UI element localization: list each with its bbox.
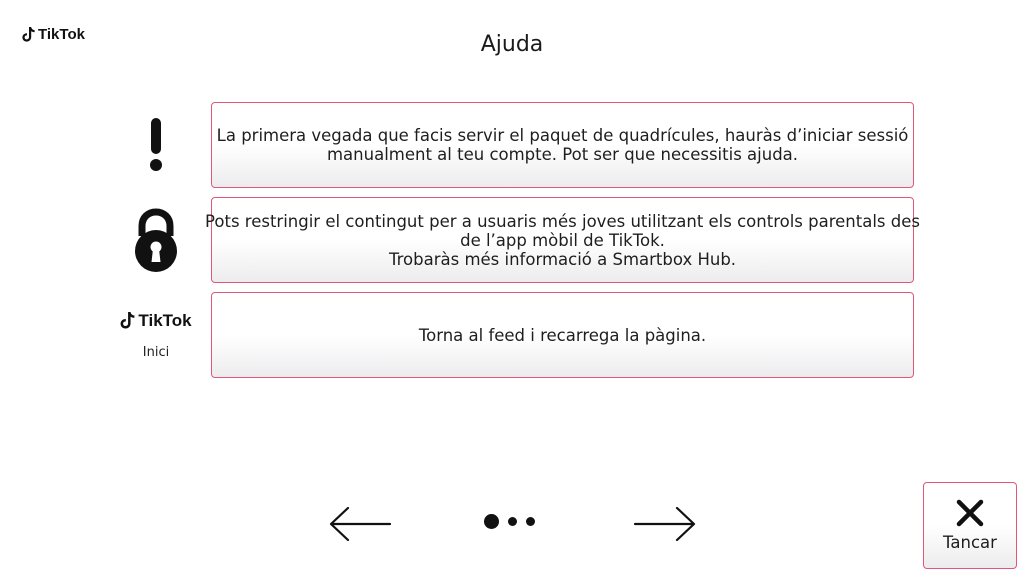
help-card-line: Pots restringir el contingut per a usuaris més joves utilitzant els controls parentals des <box>205 211 920 231</box>
tiktok-note-icon <box>120 312 135 329</box>
arrow-right-icon[interactable] <box>633 505 697 543</box>
page-dot <box>508 517 517 526</box>
home-label: Inici <box>142 344 170 360</box>
padlock-icon <box>133 208 179 272</box>
tiktok-logo-icon <box>120 311 191 331</box>
close-button[interactable] <box>923 482 1017 569</box>
help-card-parental-controls <box>205 197 920 283</box>
help-card-line: Torna al feed i recarrega la pàgina. <box>418 325 707 345</box>
row-icon-container <box>100 292 212 378</box>
tiktok-logo-text: TikTok <box>38 26 85 43</box>
help-card-line: Trobaràs més informació a Smartbox Hub. <box>388 249 737 269</box>
page-dot-active <box>484 514 499 529</box>
help-card-reload <box>211 292 914 378</box>
close-button-label: Tancar <box>943 533 997 552</box>
row-icon-container <box>100 102 212 188</box>
exclamation-icon <box>148 118 164 172</box>
help-card-line: manualment al teu compte. Pot ser que necessitis ajuda. <box>326 145 799 164</box>
help-card-text <box>217 126 909 164</box>
page-indicator <box>484 514 535 529</box>
help-card-text <box>419 326 706 345</box>
help-card-line: La primera vegada que facis servir el paquet de quadrícules, hauràs d’iniciar sessió <box>216 126 909 145</box>
close-icon <box>956 499 984 527</box>
help-card-line: de l’app mòbil de TikTok. <box>460 230 665 250</box>
page-dot <box>526 517 535 526</box>
row-icon-container <box>100 197 212 283</box>
help-card-text <box>205 212 920 269</box>
arrow-left-icon[interactable] <box>328 505 392 543</box>
page-title: Ajuda <box>480 32 544 57</box>
tiktok-logo-text: TikTok <box>138 310 192 330</box>
help-card-login <box>211 102 914 188</box>
